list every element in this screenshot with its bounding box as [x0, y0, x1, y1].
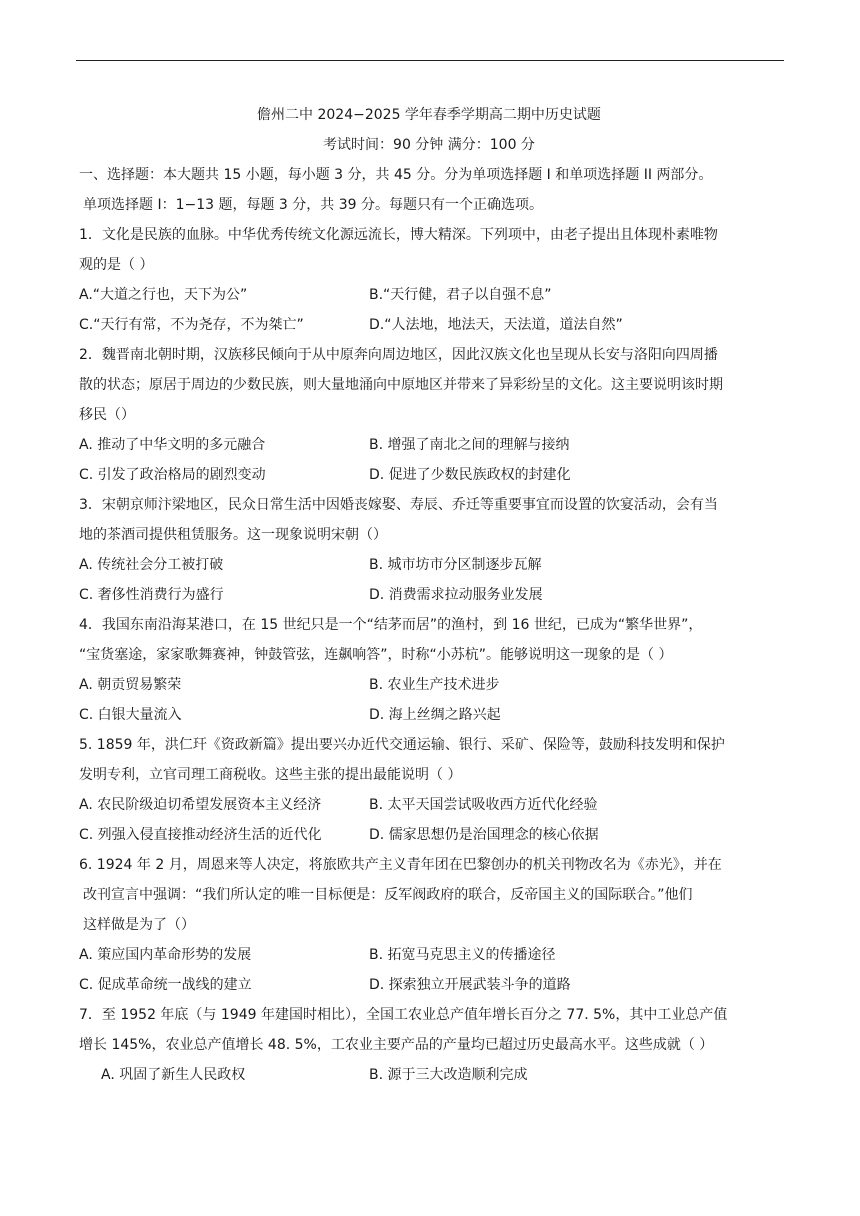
question-stem-line: 移民（） — [79, 407, 135, 423]
option-b: B. 太平天国尝试吸收西方近代化经验 — [369, 797, 598, 813]
option-a: A. 策应国内革命形势的发展 — [79, 947, 252, 963]
option-a: A. 农民阶级迫切希望发展资本主义经济 — [79, 797, 322, 813]
option-d: D. 儒家思想仍是治国理念的核心依据 — [369, 827, 599, 843]
option-row — [79, 580, 779, 610]
option-c: C. 列强入侵直接推动经济生活的近代化 — [79, 827, 322, 843]
section-intro: 一、选择题：本大题共 15 小题，每小题 3 分，共 45 分。分为单项选择题 I 和单项选择题 II 两部分。 — [79, 167, 713, 183]
question-stem-line: 6. 1924 年 2 月，周恩来等人决定，将旅欧共产主义青年团在巴黎创办的机关刊物改名为《赤光》，并在 — [79, 857, 722, 873]
option-a: A. 巩固了新生人民政权 — [101, 1067, 246, 1083]
option-row — [79, 700, 779, 730]
part1-instructions: 单项选择题 I：1−13 题，每题 3 分，共 39 分。每题只有一个正确选项。 — [83, 197, 544, 213]
option-row — [79, 1060, 779, 1090]
option-b: B. 增强了南北之间的理解与接纳 — [369, 437, 570, 453]
option-b: B.“天行健，君子以自强不息” — [369, 287, 552, 303]
option-row — [79, 430, 779, 460]
option-d: D. 消费需求拉动服务业发展 — [369, 587, 543, 603]
exam-title: 儋州二中 2024−2025 学年春季学期高二期中历史试题 — [257, 107, 601, 123]
question-stem-line: 3．宋朝京师汴梁地区，民众日常生活中因婚丧嫁娶、寿辰、乔迁等重要事宜而设置的饮宴活动，会有当 — [79, 497, 718, 513]
option-a: A. 传统社会分工被打破 — [79, 557, 224, 573]
question-stem-line: 发明专利，立官司理工商税收。这些主张的提出最能说明（ ） — [79, 767, 462, 783]
question-5 — [79, 730, 779, 850]
exam-document — [79, 100, 779, 1090]
question-stem-line: 4．我国东南沿海某港口，在 15 世纪只是一个“结茅而居”的渔村，到 16 世纪，已成为“繁华世界”， — [79, 617, 703, 633]
option-row — [79, 550, 779, 580]
option-row — [79, 280, 779, 310]
question-stem-line: 散的状态；原居于周边的少数民族，则大量地涌向中原地区并带来了异彩纷呈的文化。这主要说明该时期 — [79, 377, 723, 393]
question-stem-line: 增长 145%，农业总产值增长 48. 5%，工农业主要产品的产量均已超过历史最高水平。这些成就（ ） — [79, 1037, 714, 1053]
option-d: D. 促进了少数民族政权的封建化 — [369, 467, 571, 483]
option-c: C. 白银大量流入 — [79, 707, 182, 723]
header-rule — [76, 60, 784, 61]
question-stem-line: 地的茶酒司提供租赁服务。这一现象说明宋朝（） — [79, 527, 387, 543]
question-stem-line: 5. 1859 年，洪仁玕《资政新篇》提出要兴办近代交通运输、银行、采矿、保险等，鼓励科技发明和保护 — [79, 737, 725, 753]
option-row — [79, 940, 779, 970]
option-row — [79, 820, 779, 850]
option-d: D. 海上丝绸之路兴起 — [369, 707, 501, 723]
option-row — [79, 460, 779, 490]
option-row — [79, 970, 779, 1000]
question-stem-line: 7．至 1952 年底（与 1949 年建国时相比），全国工农业总产值年增长百分之 77. 5%，其中工业总产值 — [79, 1007, 728, 1023]
question-stem-line: 改刊宣言中强调：“我们所认定的唯一目标便是：反军阀政府的联合，反帝国主义的国际联合。”他们 — [83, 887, 693, 903]
option-b: B. 农业生产技术进步 — [369, 677, 500, 693]
question-7 — [79, 1000, 779, 1090]
option-b: B. 拓宽马克思主义的传播途径 — [369, 947, 556, 963]
question-stem-line: 2．魏晋南北朝时期，汉族移民倾向于从中原奔向周边地区，因此汉族文化也呈现从长安与洛阳向四周播 — [79, 347, 718, 363]
question-stem-line: 1．文化是民族的血脉。中华优秀传统文化源远流长，博大精深。下列项中，由老子提出且体现朴素唯物 — [79, 227, 718, 243]
question-stem-line: “宝货塞途，家家歌舞赛神，钟鼓管弦，连飙响答”，时称“小苏杭”。能够说明这一现象的是（ ） — [79, 647, 673, 663]
option-c: C. 引发了政治格局的剧烈变动 — [79, 467, 266, 483]
option-row — [79, 310, 779, 340]
option-row — [79, 790, 779, 820]
option-c: C. 促成革命统一战线的建立 — [79, 977, 252, 993]
option-d: D.“人法地，地法天，天法道，道法自然” — [369, 317, 623, 333]
option-d: D. 探索独立开展武装斗争的道路 — [369, 977, 571, 993]
option-a: A. 推动了中华文明的多元融合 — [79, 437, 266, 453]
option-row — [79, 670, 779, 700]
option-c: C.“天行有常，不为尧存，不为桀亡” — [79, 317, 304, 333]
option-b: B. 源于三大改造顺利完成 — [369, 1067, 528, 1083]
option-b: B. 城市坊市分区制逐步瓦解 — [369, 557, 542, 573]
question-4 — [79, 610, 779, 730]
option-c: C. 奢侈性消费行为盛行 — [79, 587, 224, 603]
question-stem-line: 观的是（ ） — [79, 257, 154, 273]
question-3 — [79, 490, 779, 610]
option-a: A.“大道之行也，天下为公” — [79, 287, 248, 303]
option-a: A. 朝贡贸易繁荣 — [79, 677, 182, 693]
question-1 — [79, 220, 779, 340]
exam-time-info: 考试时间：90 分钟 满分：100 分 — [323, 137, 535, 153]
question-stem-line: 这样做是为了（） — [83, 917, 195, 933]
question-2 — [79, 340, 779, 490]
question-6 — [79, 850, 779, 1000]
